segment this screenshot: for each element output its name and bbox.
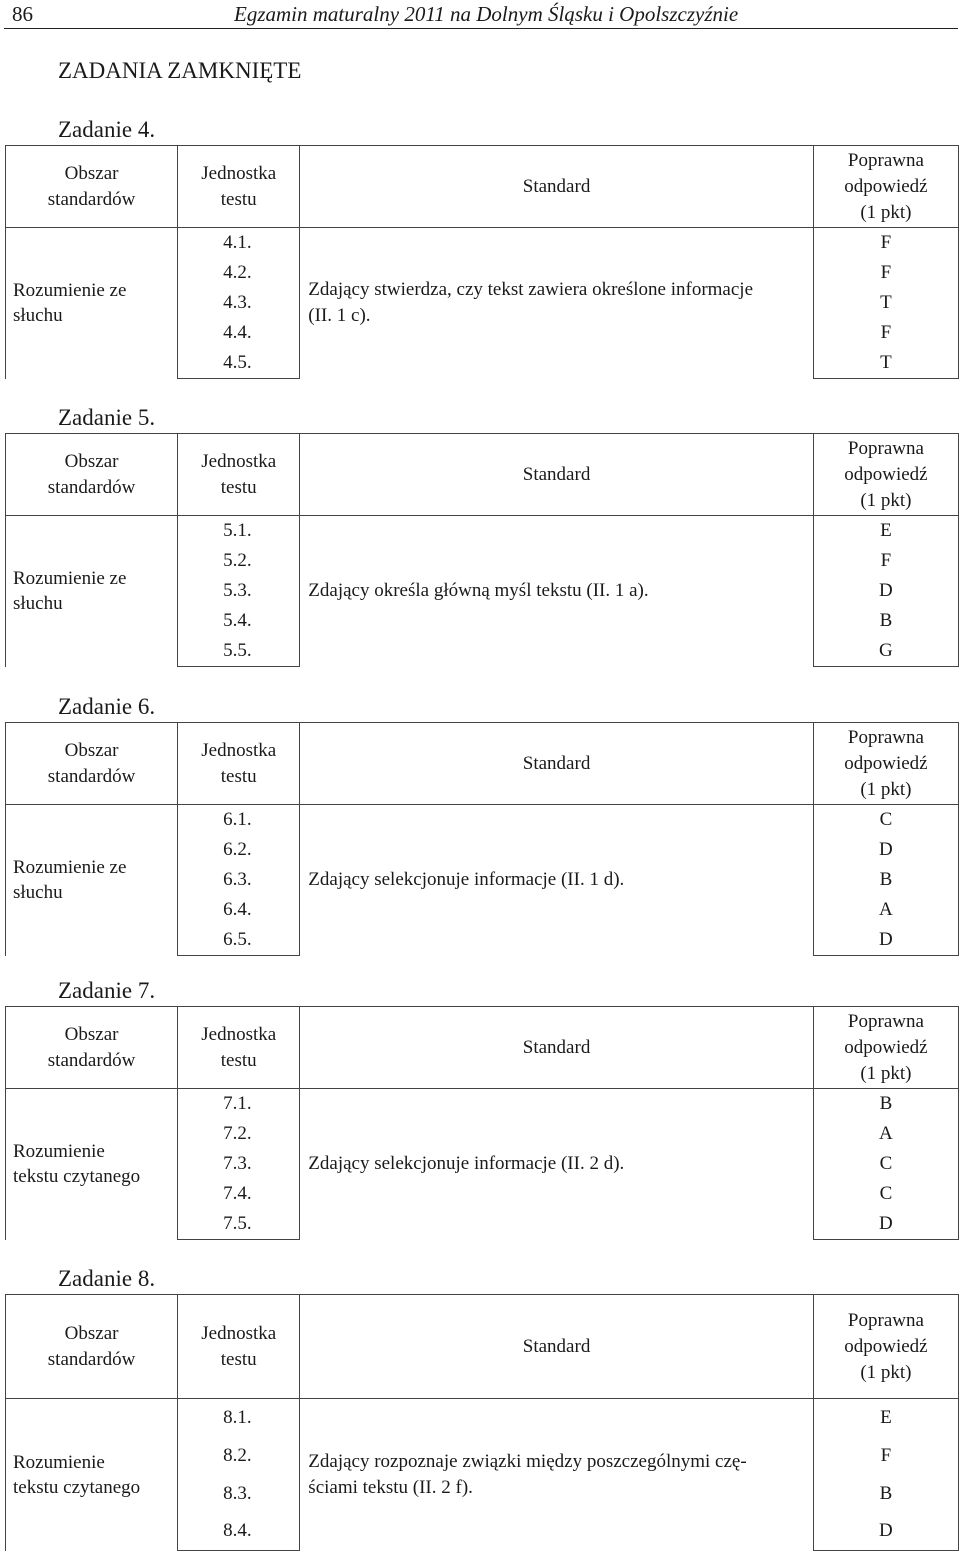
- table-header-row: [6, 1007, 959, 1089]
- correct-answer-cell: G: [813, 636, 958, 667]
- table-row: [6, 228, 959, 259]
- test-unit-cell: 4.3.: [178, 288, 300, 318]
- column-header-standard: Standard: [300, 723, 814, 805]
- table-row: [6, 805, 959, 836]
- column-header-area: Obszar standardów: [6, 723, 178, 805]
- column-header-unit: Jednostka testu: [178, 723, 300, 805]
- page-number: 86: [12, 2, 33, 26]
- column-header-unit: Jednostka testu: [178, 146, 300, 228]
- column-header-unit: Jednostka testu: [178, 434, 300, 516]
- standard-description-cell: Zdający określa główną myśl tekstu (II. 1 a).: [300, 516, 814, 667]
- answer-key-table: [5, 433, 959, 667]
- correct-answer-cell: A: [813, 1119, 958, 1149]
- table-row: [6, 1399, 959, 1437]
- column-header-answer: Poprawna odpowiedź (1 pkt): [813, 1295, 958, 1399]
- column-header-standard: Standard: [300, 1007, 814, 1089]
- correct-answer-cell: D: [813, 1513, 958, 1551]
- test-unit-cell: 5.5.: [178, 636, 300, 667]
- test-unit-cell: 6.5.: [178, 925, 300, 956]
- standard-area-cell: Rozumienie ze słuchu: [6, 228, 178, 379]
- section-title: ZADANIA ZAMKNIĘTE: [58, 58, 302, 83]
- page-header: [0, 0, 960, 30]
- correct-answer-cell: F: [813, 546, 958, 576]
- test-unit-cell: 8.4.: [178, 1513, 300, 1551]
- test-unit-cell: 7.4.: [178, 1179, 300, 1209]
- correct-answer-cell: B: [813, 606, 958, 636]
- task-title: Zadanie 4.: [58, 117, 156, 142]
- header-rule: [4, 28, 958, 29]
- test-unit-cell: 6.2.: [178, 835, 300, 865]
- column-header-area: Obszar standardów: [6, 1007, 178, 1089]
- task-title: Zadanie 7.: [58, 978, 156, 1003]
- correct-answer-cell: F: [813, 318, 958, 348]
- correct-answer-cell: D: [813, 576, 958, 606]
- test-unit-cell: 7.5.: [178, 1209, 300, 1240]
- test-unit-cell: 6.3.: [178, 865, 300, 895]
- answer-key-table: [5, 1006, 959, 1240]
- test-unit-cell: 4.1.: [178, 228, 300, 259]
- correct-answer-cell: F: [813, 258, 958, 288]
- standard-area-cell: Rozumienie ze słuchu: [6, 805, 178, 956]
- correct-answer-cell: D: [813, 1209, 958, 1240]
- test-unit-cell: 8.1.: [178, 1399, 300, 1437]
- answer-key-table: [5, 1294, 959, 1551]
- table-header-row: [6, 723, 959, 805]
- column-header-answer: Poprawna odpowiedź (1 pkt): [813, 434, 958, 516]
- test-unit-cell: 4.5.: [178, 348, 300, 379]
- correct-answer-cell: E: [813, 1399, 958, 1437]
- answer-key-table: [5, 145, 959, 379]
- standard-area-cell: Rozumienie ze słuchu: [6, 516, 178, 667]
- column-header-standard: Standard: [300, 434, 814, 516]
- column-header-area: Obszar standardów: [6, 146, 178, 228]
- test-unit-cell: 6.1.: [178, 805, 300, 836]
- standard-description-cell: Zdający selekcjonuje informacje (II. 1 d).: [300, 805, 814, 956]
- standard-description-cell: Zdający selekcjonuje informacje (II. 2 d).: [300, 1089, 814, 1240]
- task-title: Zadanie 6.: [58, 694, 156, 719]
- correct-answer-cell: F: [813, 228, 958, 259]
- column-header-area: Obszar standardów: [6, 434, 178, 516]
- column-header-answer: Poprawna odpowiedź (1 pkt): [813, 723, 958, 805]
- correct-answer-cell: F: [813, 1437, 958, 1475]
- correct-answer-cell: E: [813, 516, 958, 547]
- test-unit-cell: 4.4.: [178, 318, 300, 348]
- correct-answer-cell: B: [813, 1475, 958, 1513]
- standard-area-cell: Rozumienie tekstu czytanego: [6, 1089, 178, 1240]
- column-header-area: Obszar standardów: [6, 1295, 178, 1399]
- correct-answer-cell: T: [813, 288, 958, 318]
- column-header-answer: Poprawna odpowiedź (1 pkt): [813, 1007, 958, 1089]
- test-unit-cell: 5.3.: [178, 576, 300, 606]
- test-unit-cell: 7.3.: [178, 1149, 300, 1179]
- table-header-row: [6, 146, 959, 228]
- column-header-standard: Standard: [300, 1295, 814, 1399]
- column-header-unit: Jednostka testu: [178, 1295, 300, 1399]
- standard-description-cell: Zdający rozpoznaje związki między poszczególnymi czę- ściami tekstu (II. 2 f).: [300, 1399, 814, 1551]
- table-row: [6, 1089, 959, 1120]
- table-header-row: [6, 1295, 959, 1399]
- correct-answer-cell: C: [813, 1149, 958, 1179]
- task-title: Zadanie 5.: [58, 405, 156, 430]
- running-title: Egzamin maturalny 2011 na Dolnym Śląsku i Opolszczyźnie: [234, 2, 739, 26]
- correct-answer-cell: T: [813, 348, 958, 379]
- task-title: Zadanie 8.: [58, 1266, 156, 1291]
- test-unit-cell: 7.2.: [178, 1119, 300, 1149]
- test-unit-cell: 8.3.: [178, 1475, 300, 1513]
- correct-answer-cell: B: [813, 1089, 958, 1120]
- test-unit-cell: 7.1.: [178, 1089, 300, 1120]
- test-unit-cell: 6.4.: [178, 895, 300, 925]
- test-unit-cell: 5.1.: [178, 516, 300, 547]
- column-header-unit: Jednostka testu: [178, 1007, 300, 1089]
- test-unit-cell: 4.2.: [178, 258, 300, 288]
- correct-answer-cell: C: [813, 1179, 958, 1209]
- correct-answer-cell: A: [813, 895, 958, 925]
- column-header-standard: Standard: [300, 146, 814, 228]
- standard-area-cell: Rozumienie tekstu czytanego: [6, 1399, 178, 1551]
- answer-key-table: [5, 722, 959, 956]
- standard-description-cell: Zdający stwierdza, czy tekst zawiera określone informacje (II. 1 c).: [300, 228, 814, 379]
- correct-answer-cell: B: [813, 865, 958, 895]
- correct-answer-cell: D: [813, 925, 958, 956]
- test-unit-cell: 8.2.: [178, 1437, 300, 1475]
- test-unit-cell: 5.4.: [178, 606, 300, 636]
- test-unit-cell: 5.2.: [178, 546, 300, 576]
- table-header-row: [6, 434, 959, 516]
- correct-answer-cell: D: [813, 835, 958, 865]
- table-row: [6, 516, 959, 547]
- column-header-answer: Poprawna odpowiedź (1 pkt): [813, 146, 958, 228]
- correct-answer-cell: C: [813, 805, 958, 836]
